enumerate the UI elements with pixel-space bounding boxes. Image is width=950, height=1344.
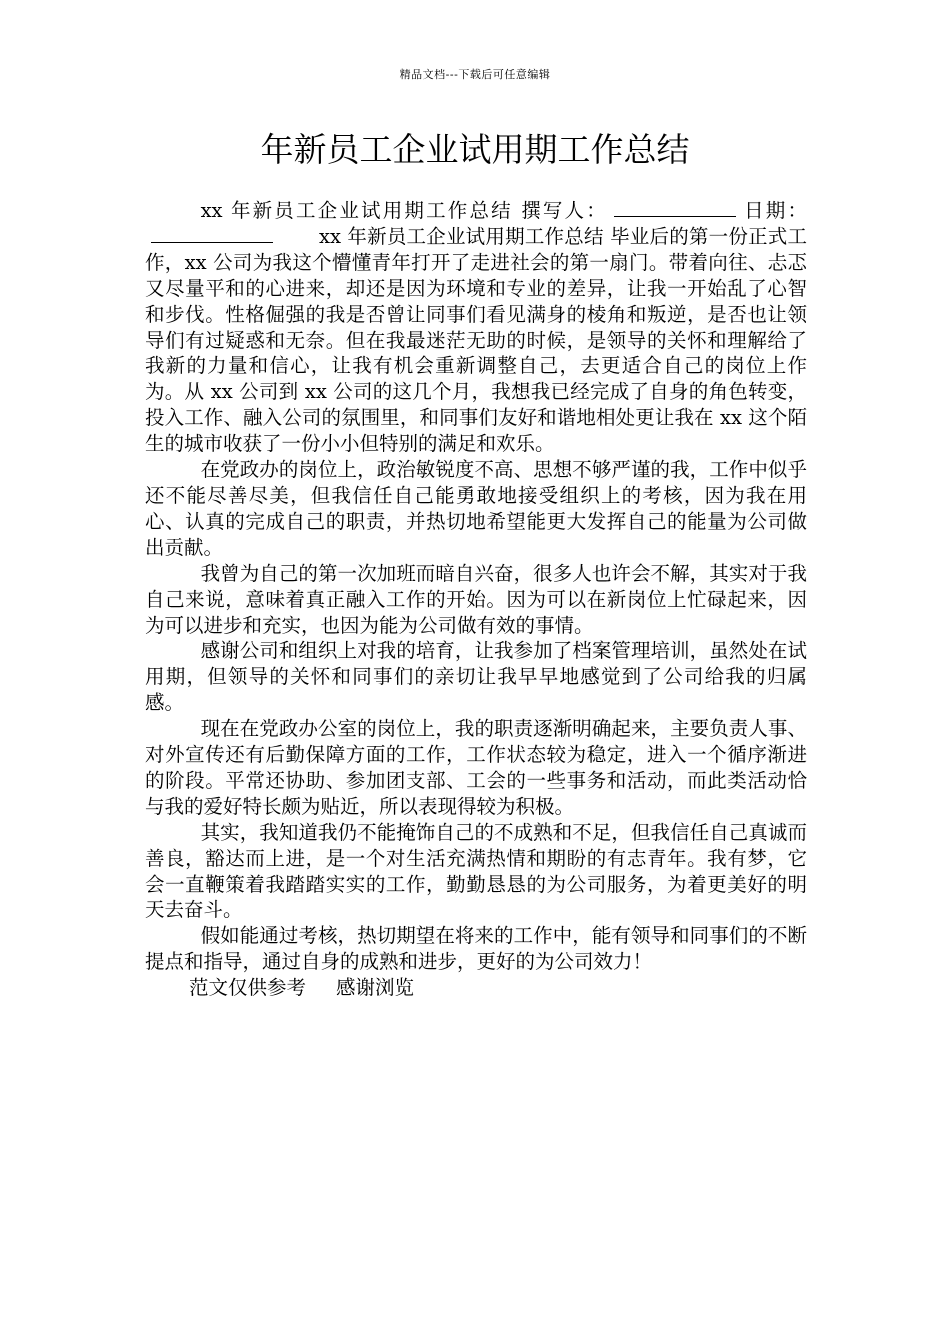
footer-left: 范文仅供参考 bbox=[189, 976, 307, 1000]
footer-line bbox=[145, 975, 807, 1001]
date-blank bbox=[151, 224, 273, 243]
body-paragraph: 其实，我知道我仍不能掩饰自己的不成熟和不足，但我信任自己真诚而善良，豁达而上进，是一个对生活充满热情和期盼的有志青年。我有梦，它会一直鞭策着我踏踏实实的工作，勤勤恳恳的为公司服务，为着更美好的明天去奋斗。 bbox=[145, 820, 807, 922]
intro-lead: xx 年新员工企业试用期工作总结 撰写人： bbox=[200, 199, 608, 222]
body-paragraph: 现在在党政办公室的岗位上，我的职责逐渐明确起来，主要负责人事、对外宣传还有后勤保障方面的工作，工作状态较为稳定，进入一个循序渐进的阶段。平常还协助、参加团支部、工会的一些事务和活动，而此类活动恰与我的爱好特长颇为贴近，所以表现得较为积极。 bbox=[145, 717, 807, 818]
body-paragraph: 在党政办的岗位上，政治敏锐度不高、思想不够严谨的我，工作中似乎还不能尽善尽美，但我信任自己能勇敢地接受组织上的考核，因为我在用心、认真的完成自己的职责，并热切地希望能更大发挥自己的能量为公司做出贡献。 bbox=[145, 458, 807, 559]
document-title: 年新员工企业试用期工作总结 bbox=[260, 130, 690, 169]
date-label: 日期： bbox=[741, 199, 807, 222]
footer-right: 感谢浏览 bbox=[336, 976, 415, 1000]
intro-text: xx 年新员工企业试用期工作总结 毕业后的第一份正式工作，xx 公司为我这个懵懂青年打开了走进社会的第一扇门。带着向往、忐忑又尽量平和的心进来，却还是因为环境和专业的差异，让我一开始乱了心智和步伐。性格倔强的我是否曾让同事们看见满身的棱角和叛逆，是否也让领导们有过疑惑和无奈。但在我最迷茫无助的时候，是领导的关怀和理解给了我新的力量和信心，让我有机会重新调整自己，去更适合自己的岗位上作为。从 xx 公司到 xx 公司的这几个月，我想我已经完成了自身的角色转变，投入工作、融入公司的氛围里，和同事们友好和谐地相处更让我在 xx 这个陌生的城市收获了一份小小但特别的满足和欢乐。 bbox=[145, 224, 807, 456]
header-note: 精品文档---下载后可任意编辑 bbox=[399, 68, 551, 81]
document-body bbox=[145, 198, 807, 1001]
body-paragraph: 感谢公司和组织上对我的培育，让我参加了档案管理培训，虽然处在试用期，但领导的关怀和同事们的亲切让我早早地感觉到了公司给我的归属感。 bbox=[145, 639, 807, 715]
body-paragraph: 我曾为自己的第一次加班而暗自兴奋，很多人也许会不解，其实对于我自己来说，意味着真正融入工作的开始。因为可以在新岗位上忙碌起来，因为可以进步和充实，也因为能为公司做有效的事情。 bbox=[145, 561, 807, 637]
intro-paragraph bbox=[145, 198, 807, 457]
author-blank bbox=[614, 198, 736, 217]
body-paragraph: 假如能通过考核，热切期望在将来的工作中，能有领导和同事们的不断提点和指导，通过自身的成熟和进步，更好的为公司效力！ bbox=[145, 924, 807, 974]
